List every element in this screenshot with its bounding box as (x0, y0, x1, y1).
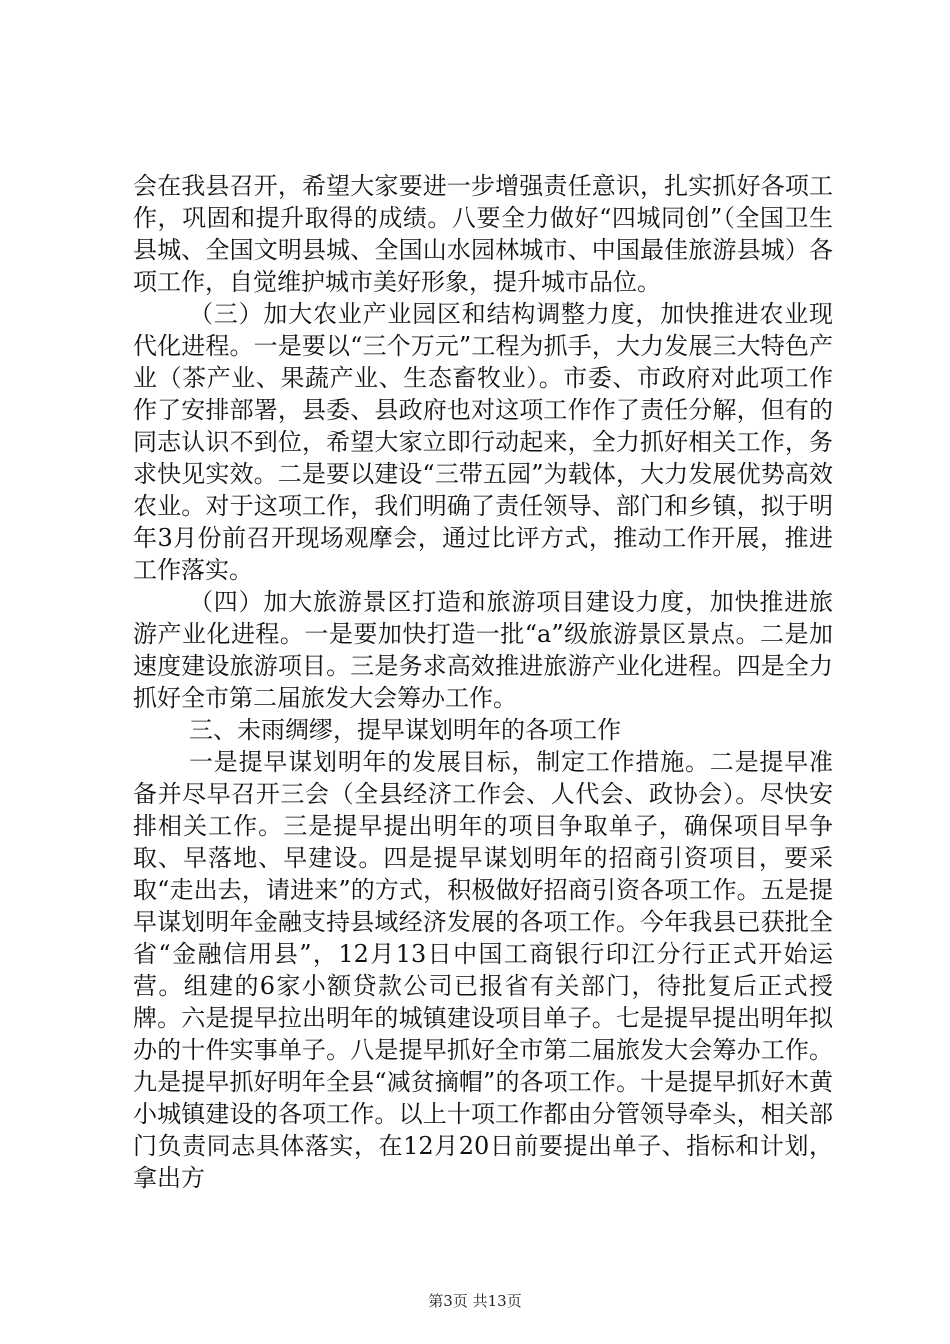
section-heading: 三、未雨绸缪，提早谋划明年的各项工作 (189, 716, 621, 744)
paragraph-agriculture: （三）加大农业产业园区和结构调整力度，加快推进农业现代化进程。一是要以“三个万元”工程为抓手，大力发展三大特色产业（茶产业、果蔬产业、生态畜牧业）。市委、市政府对此项工作作了安排部署，县委、县政府也对这项工作作了责任分解，但有的同志认识不到位，希望大家立即行动起来，全力抓好相关工作，务求快见实效。二是要以建设“三带五园”为载体，大力发展优势高效农业。对于这项工作，我们明确了责任领导、部门和乡镇，拟于明年3月份前召开现场观摩会，通过比评方式，推动工作开展，推进工作落实。 (133, 300, 833, 584)
document-body (133, 170, 833, 1194)
paragraph-continuation: 会在我县召开，希望大家要进一步增强责任意识，扎实抓好各项工作，巩固和提升取得的成绩。八要全力做好“四城同创”（全国卫生县城、全国文明县城、全国山水园林城市、中国最佳旅游县城）各项工作，自觉维护城市美好形象，提升城市品位。 (133, 172, 833, 296)
paragraph-tourism: （四）加大旅游景区打造和旅游项目建设力度，加快推进旅游产业化进程。一是要加快打造一批“a”级旅游景区景点。二是加速度建设旅游项目。三是务求高效推进旅游产业化进程。四是全力抓好全市第二届旅发大会筹办工作。 (133, 588, 833, 712)
paragraph-planning: 一是提早谋划明年的发展目标，制定工作措施。二是提早准备并尽早召开三会（全县经济工作会、人代会、政协会）。尽快安排相关工作。三是提早提出明年的项目争取单子，确保项目早争取、早落地、早建设。四是提早谋划明年的招商引资项目，要采取“走出去，请进来”的方式，积极做好招商引资各项工作。五是提早谋划明年金融支持县域经济发展的各项工作。今年我县已获批全省“金融信用县”，12月13日中国工商银行印江分行正式开始运营。组建的6家小额贷款公司已报省有关部门，待批复后正式授牌。六是提早拉出明年的城镇建设项目单子。七是提早提出明年拟办的十件实事单子。八是提早抓好全市第二届旅发大会筹办工作。九是提早抓好明年全县“减贫摘帽”的各项工作。十是提早抓好木黄小城镇建设的各项工作。以上十项工作都由分管领导牵头，相关部门负责同志具体落实，在12月20日前要提出单子、指标和计划，拿出方 (133, 748, 833, 1192)
page-number-footer: 第3页 共13页 (428, 1292, 522, 1310)
